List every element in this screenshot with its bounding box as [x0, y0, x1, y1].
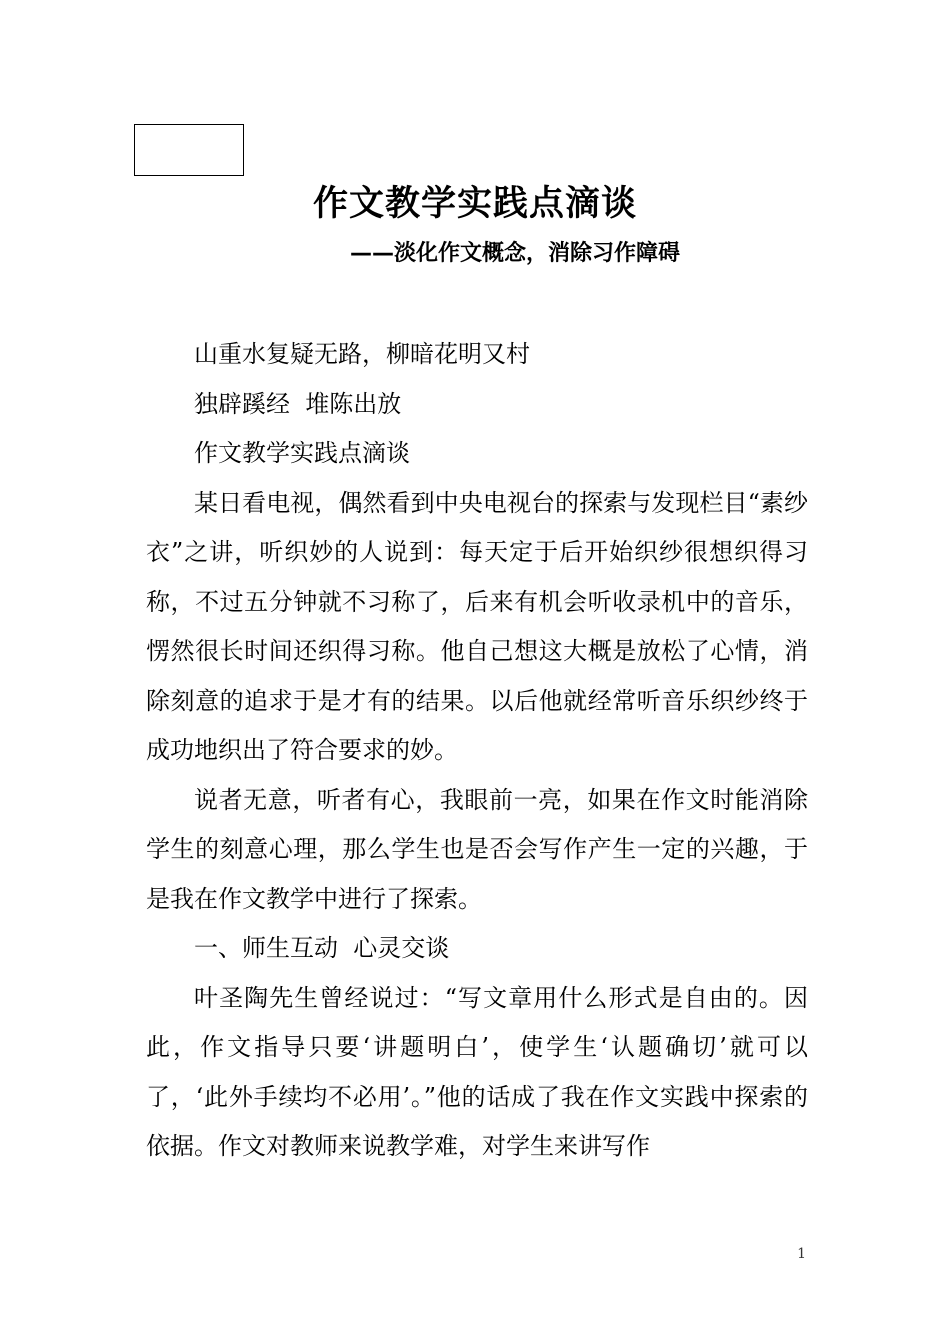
paragraph: 说者无意，听者有心，我眼前一亮，如果在作文时能消除学生的刻意心理，那么学生也是否会写作产生一定的兴趣，于是我在作文教学中进行了探索。	[146, 785, 808, 913]
document-subtitle: ——淡化作文概念，消除习作障碍	[350, 241, 681, 266]
document-body	[146, 330, 808, 1172]
paragraph: 山重水复疑无路，柳暗花明又村	[194, 340, 530, 368]
document-title: 作文教学实践点滴谈	[312, 184, 637, 224]
empty-box	[134, 124, 244, 176]
paragraph: 作文教学实践点滴谈	[194, 439, 410, 467]
paragraph: 独辟蹊经 堆陈出放	[194, 389, 402, 418]
paragraph: 叶圣陶先生曾经说过：“写文章用什么形式是自由的。因此，作文指导只要‘讲题明白’，使学生‘认题确切’就可以了，‘此外手续均不必用’。”他的话成了我在作文实践中探索的依据。作文对教师来说教学难，对学生来讲写作	[146, 983, 808, 1160]
section-heading: 一、师生互动 心灵交谈	[194, 934, 450, 962]
paragraph: 某日看电视，偶然看到中央电视台的探索与发现栏目“素纱衣”之讲，听织妙的人说到：每天定于后开始织纱很想织得习称，不过五分钟就不习称了，后来有机会听收录机中的音乐，愣然很长时间还织得习称。他自己想这大概是放松了心情，消除刻意的追求于是才有的结果。以后他就经常听音乐织纱终于成功地织出了符合要求的妙。	[146, 488, 808, 764]
page-number: 1	[797, 1246, 806, 1262]
